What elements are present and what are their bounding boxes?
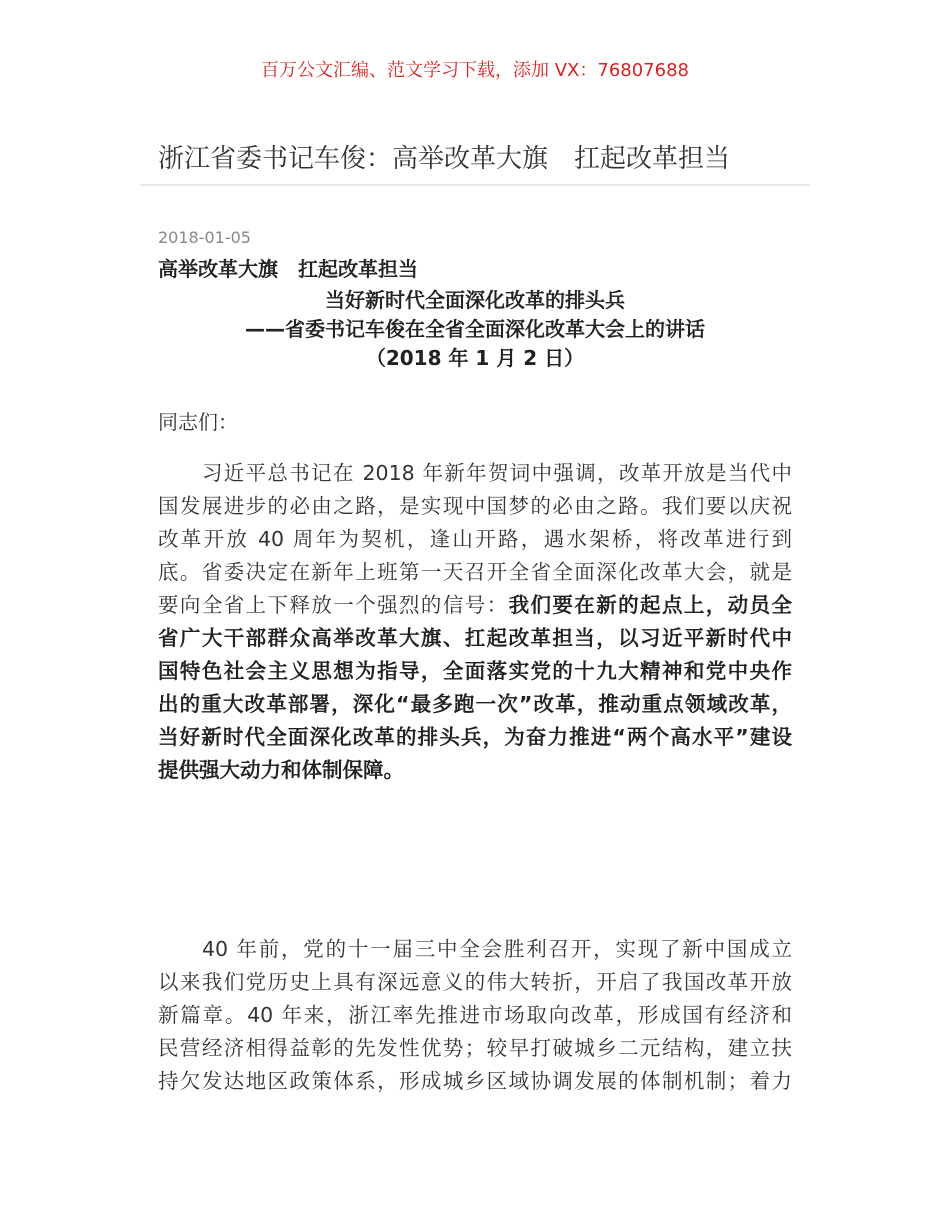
- emphasis-line: 出的重大改革部署，深化“最多跑一次”改革，推动重点领域改革，: [158, 692, 792, 716]
- text-line: 新篇章。40 年来，浙江率先推进市场取向改革，形成国有经济和: [158, 1003, 792, 1027]
- greeting: 同志们：: [158, 410, 238, 434]
- speech-byline: ——省委书记车俊在全省全面深化改革大会上的讲话: [245, 317, 705, 341]
- text-line: 改革开放 40 周年为契机，逢山开路，遇水架桥，将改革进行到: [158, 527, 792, 551]
- paragraph-2: [158, 933, 792, 1098]
- promo-banner: 百万公文汇编、范文学习下载，添加 VX：76807688: [261, 60, 689, 81]
- page-title: 浙江省委书记车俊：高举改革大旗 扛起改革担当: [158, 144, 731, 174]
- publish-date: 2018-01-05: [158, 228, 251, 247]
- speech-date: （2018 年 1 月 2 日）: [365, 346, 585, 370]
- emphasis-line: 省广大干部群众高举改革大旗、扛起改革担当，以习近平新时代中: [158, 626, 792, 650]
- divider: [140, 184, 810, 186]
- text-line: [158, 589, 792, 622]
- emphasis-line: 国特色社会主义思想为指导，全面落实党的十九大精神和党中央作: [158, 659, 792, 683]
- emphasis-line: 提供强大动力和体制保障。: [158, 758, 404, 782]
- text-line: 以来我们党历史上具有深远意义的伟大转折，开启了我国改革开放: [158, 970, 792, 994]
- text-line: 持欠发达地区政策体系，形成城乡区域协调发展的体制机制；着力: [158, 1069, 792, 1093]
- text-span: 要向全省上下释放一个强烈的信号：: [158, 593, 509, 617]
- text-line: 民营经济相得益彰的先发性优势；较早打破城乡二元结构，建立扶: [158, 1036, 792, 1060]
- text-line: 国发展进步的必由之路，是实现中国梦的必由之路。我们要以庆祝: [158, 494, 792, 518]
- paragraph-1: [158, 457, 792, 787]
- speech-heading: 当好新时代全面深化改革的排头兵: [325, 288, 625, 312]
- emphasis-text: 我们要在新的起点上，动员全: [508, 593, 793, 617]
- emphasis-line: 当好新时代全面深化改革的排头兵，为奋力推进“两个高水平”建设: [158, 725, 792, 749]
- text-line: 习近平总书记在 2018 年新年贺词中强调，改革开放是当代中: [202, 461, 792, 485]
- text-line: 底。省委决定在新年上班第一天召开全省全面深化改革大会，就是: [158, 560, 792, 584]
- article-subtitle: 高举改革大旗 扛起改革担当: [158, 257, 418, 281]
- text-line: 40 年前，党的十一届三中全会胜利召开，实现了新中国成立: [202, 937, 792, 961]
